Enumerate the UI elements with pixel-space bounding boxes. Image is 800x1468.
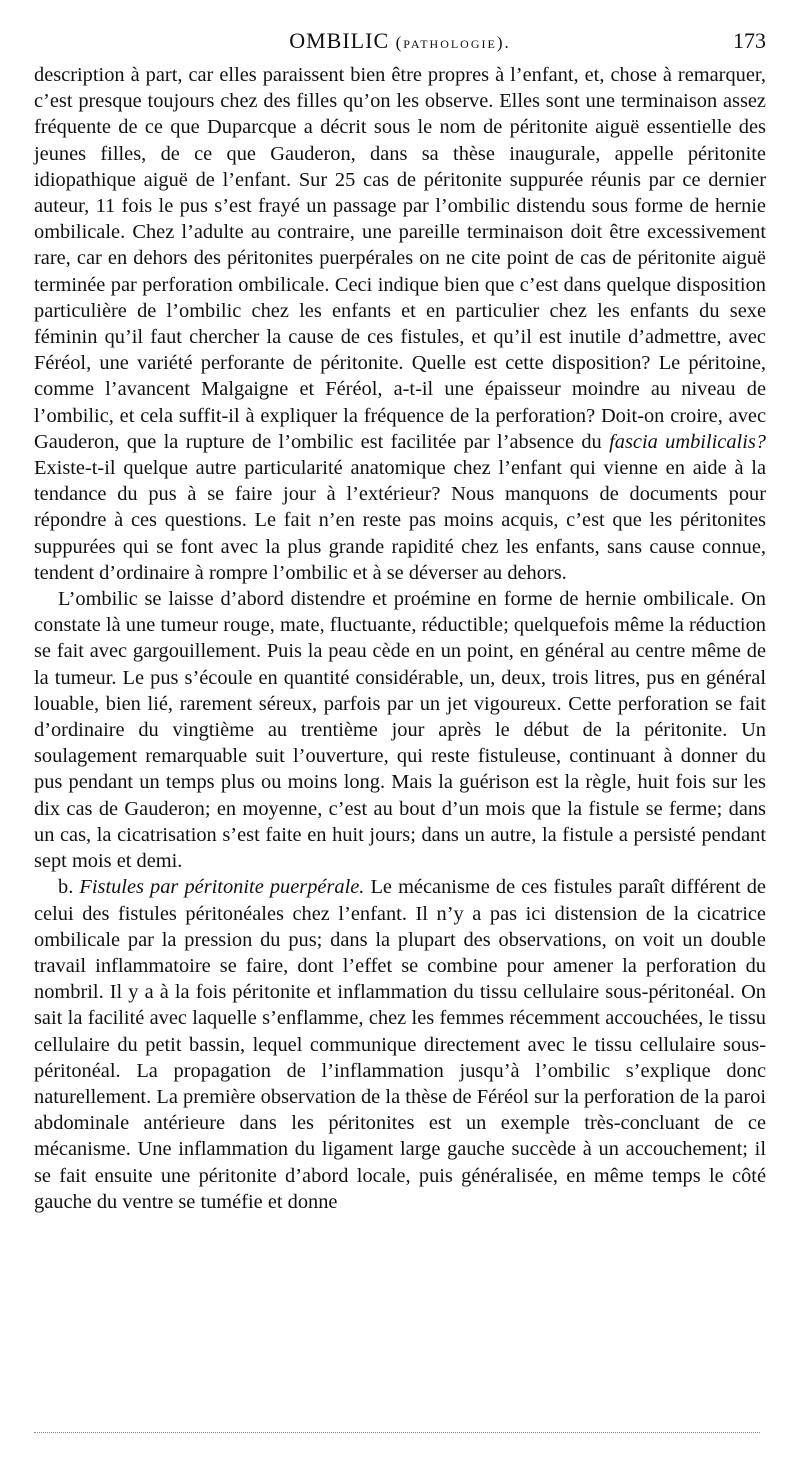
paragraph-3-text: Le mécanisme de ces fistules paraît différent de celui des fistules péritonéales chez l’enfant. Il n’y a pas ici distension de la cicatrice ombilicale par la pression du pus; dans la plupart des observations, on voit un double travail inflammatoire se faire, dont l’effet se combine pour amener la perforation du nombril. Il y a à la fois péritonite et inflammation du tissu cellulaire sous-péritonéal. On sait la facilité avec laquelle s’enflamme, chez les femmes récemment accouchées, le tissu cellulaire du petit bassin, lequel communique directement avec le tissu cellulaire sous-péritonéal. La propagation de l’inflammation jusqu’à l’ombilic s’explique donc naturellement. La première observation de la thèse de Féréol sur la perforation de la paroi abdominale antérieure dans les péritonites est un exemple très-concluant de ce mécanisme. Une inflammation du ligament large gauche succède à un accouchement; il se fait ensuite une péritonite d’abord locale, puis généralisée, en même temps le côté gauche du ventre se tuméfie et donne [34, 876, 766, 1213]
page-number: 173 [733, 28, 766, 53]
paragraph-1-text: description à part, car elles paraissent bien être propres à l’enfant, et, chose à remarquer, c’est presque toujours chez des filles qu’on les observe. Elles sont une terminaison assez fréquente de ce que Duparcque a décrit sous le nom de péritonite aiguë essentielle des jeunes filles, de ce que Gauderon, dans sa thèse inaugurale, appelle péritonite idiopathique aiguë de l’enfant. Sur 25 cas de péritonite suppurée réunis par ce dernier auteur, 11 fois le pus s’est frayé un passage par l’ombilic distendu sous forme de hernie ombilicale. Chez l’adulte au contraire, une pareille terminaison doit être excessivement rare, car en dehors des péritonites puerpérales on ne cite point de cas de péritonite aiguë terminée par perforation ombilicale. Ceci indique bien que c’est dans quelque disposition particulière de l’ombilic chez les enfants et en particulier chez les enfants du sexe féminin qu’il faut chercher la cause de ces fistules, et qu’il est inutile d’admettre, avec Féréol, une variété perforante de péritonite. Quelle est cette disposition? Le péritoine, comme l’avancent Malgaigne et Féréol, a-t-il une épaisseur moindre au niveau de l’ombilic, et cela suffit-il à expliquer la fréquence de la perforation? Doit-on croire, avec Gauderon, que la rupture de l’ombilic est facilitée par l’absence du [34, 64, 766, 453]
paragraph-2-text: L’ombilic se laisse d’abord distendre et proémine en forme de hernie ombilicale. On constate là une tumeur rouge, mate, fluctuante, réductible; quelquefois même la réduction se fait avec gargouillement. Puis la peau cède en un point, en général au centre même de la tumeur. Le pus s’écoule en quantité considérable, un, deux, trois litres, pus en général louable, bien lié, rarement séreux, parfois par un jet vigoureux. Cette perforation se fait d’ordinaire du vingtième au trentième jour après le début de la péritonite. Un soulagement remarquable suit l’ouverture, qui reste fistuleuse, continuant à donner du pus pendant un temps plus ou moins long. Mais la guérison est la règle, huit fois sur les dix cas de Gauderon; en moyenne, c’est au bout d’un mois que la fistule se ferme; dans un cas, la cicatrisation s’est faite en huit jours; dans un autre, la fistule a persisté pendant sept mois et demi. [34, 588, 766, 873]
running-title-subtitle: (pathologie). [395, 33, 511, 52]
body-text [34, 62, 766, 1215]
paragraph-2 [34, 586, 766, 874]
page-header [34, 28, 766, 58]
paragraph-1-italic-term: fascia umbilicalis? [609, 430, 766, 453]
section-label: b. [58, 876, 74, 899]
footer-dotted-rule [34, 1432, 760, 1433]
paragraph-3 [34, 874, 766, 1215]
running-title-main: OMBILIC [289, 28, 390, 53]
running-title [34, 28, 766, 54]
section-heading: Fistules par péritonite puerpérale. [79, 876, 365, 899]
paragraph-1-continuation: Existe-t-il quelque autre particularité anatomique chez l’enfant qui vienne en aide à la tendance du pus à se faire jour à l’extérieur? Nous manquons de documents pour répondre à ces questions. Le fait n’en reste pas moins acquis, c’est que les péritonites suppurées qui se font avec la plus grande rapidité chez les enfants, sans cause connue, tendent d’ordinaire à rompre l’ombilic et à se déverser au dehors. [34, 457, 766, 584]
paragraph-1 [34, 62, 766, 586]
